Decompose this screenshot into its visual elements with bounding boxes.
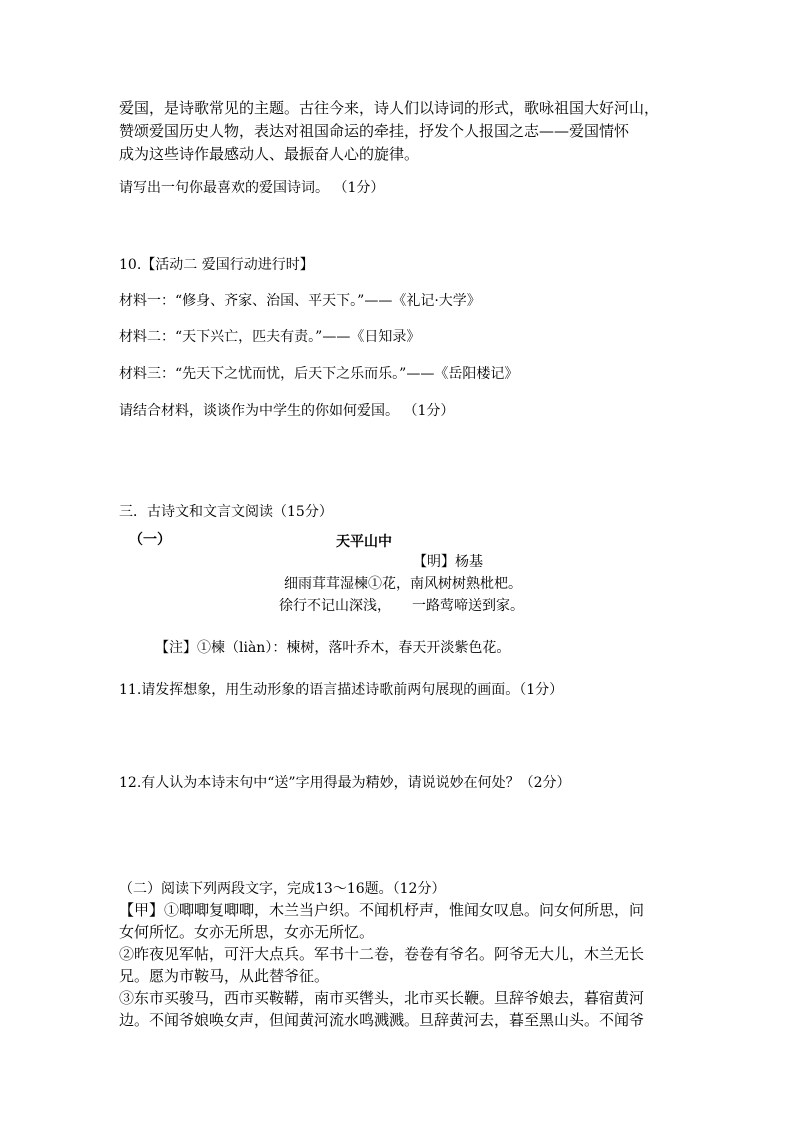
poem-author: 【明】杨基 bbox=[413, 554, 483, 570]
passage-line-3: ②昨夜见军帖，可汗大点兵。军书十二卷，卷卷有爷名。阿爷无大儿，木兰无长 bbox=[119, 945, 645, 963]
part2-intro: （二）阅读下列两段文字，完成13～16题。（12分） bbox=[119, 881, 446, 897]
poem-line-1: 细雨茸茸湿楝①花，南风树树熟枇杷。 bbox=[284, 576, 522, 592]
poem-note: 【注】①楝（liàn）：楝树，落叶乔木，春天开淡紫色花。 bbox=[155, 640, 511, 656]
q10-material-2: 材料二：“天下兴亡，匹夫有责。”——《日知录》 bbox=[119, 329, 421, 345]
intro-line-2: 赞颂爱国历史人物，表达对祖国命运的牵挂，抒发个人报国之志——爱国情怀 bbox=[119, 122, 630, 140]
poem-title: 天平山中 bbox=[336, 534, 392, 550]
q10-material-3: 材料三：“先天下之忧而忧，后天下之乐而乐。”——《岳阳楼记》 bbox=[119, 366, 519, 382]
passage-line-1: 【甲】①唧唧复唧唧，木兰当户织。不闻机杼声，惟闻女叹息。问女何所思，问 bbox=[119, 901, 645, 919]
passage-line-4: 兄。愿为市鞍马，从此替爷征。 bbox=[119, 967, 330, 985]
q10-material-1: 材料一：“修身、齐家、治国、平天下。”——《礼记·大学》 bbox=[119, 293, 481, 309]
q12: 12.有人认为本诗末句中“送”字用得最为精妙，请说说妙在何处？（2分） bbox=[119, 775, 571, 791]
q11: 11.请发挥想象，用生动形象的语言描述诗歌前两句展现的画面。（1分） bbox=[119, 682, 564, 698]
section3-title: 三．古诗文和文言文阅读（15分） bbox=[119, 504, 333, 520]
intro-question: 请写出一句你最喜欢的爱国诗词。 （1分） bbox=[119, 180, 385, 196]
part1-label: （一） bbox=[129, 532, 171, 548]
q10-question: 请结合材料，谈谈作为中学生的你如何爱国。 （1分） bbox=[119, 403, 455, 419]
passage-line-5: ③东市买骏马，西市买鞍鞯，南市买辔头，北市买长鞭。旦辞爷娘去，暮宿黄河 bbox=[119, 989, 645, 1007]
poem-line-2: 徐行不记山深浅， 一路莺啼送到家。 bbox=[279, 598, 524, 614]
passage-line-2: 女何所忆。女亦无所思，女亦无所忆。 bbox=[119, 923, 375, 941]
intro-line-1: 爱国，是诗歌常见的主题。古往今来，诗人们以诗词的形式，歌咏祖国大好河山， bbox=[119, 99, 660, 117]
passage-line-6: 边。不闻爷娘唤女声，但闻黄河流水鸣溅溅。旦辞黄河去，暮至黑山头。不闻爷 bbox=[119, 1011, 645, 1029]
q10-title: 10.【活动二 爱国行动进行时】 bbox=[119, 257, 314, 273]
intro-line-3: 成为这些诗作最感动人、最振奋人心的旋律。 bbox=[119, 145, 420, 163]
